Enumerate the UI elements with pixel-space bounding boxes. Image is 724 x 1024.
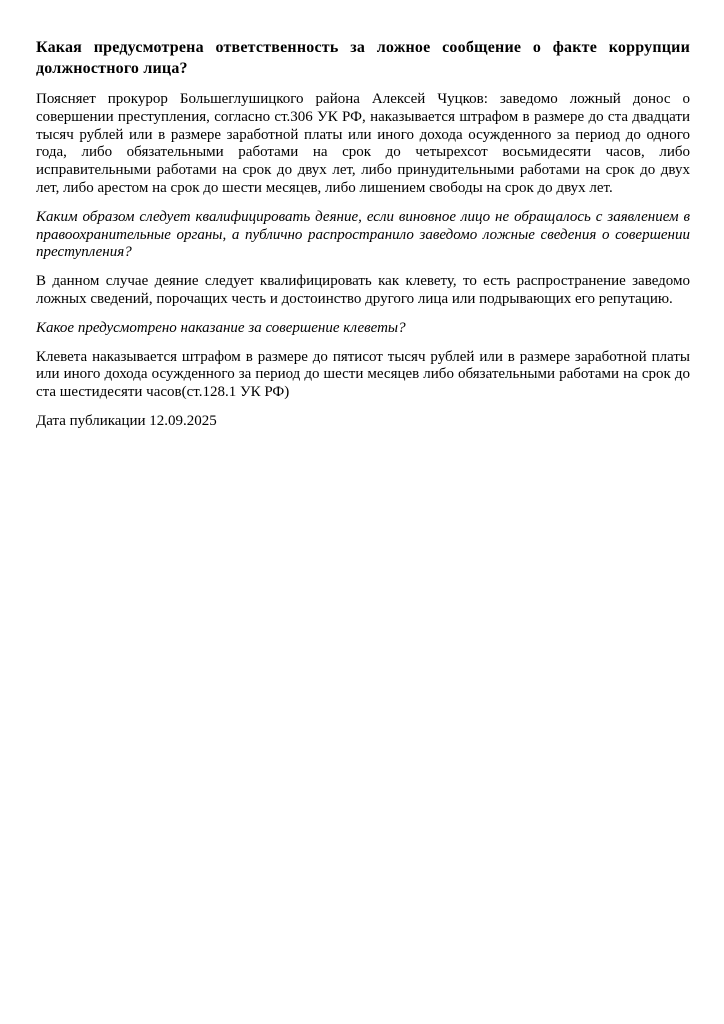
paragraph-answer-slander-punishment: Клевета наказывается штрафом в размере до пятисот тысяч рублей или в размере заработной платы или иного дохода осужденного за период до шести месяцев либо обязательными работами на срок до ста шестидесяти часов(ст.128.1 УК РФ) [36,348,690,401]
publication-date: Дата публикации 12.09.2025 [36,412,217,429]
paragraph-question-qualification: Каким образом следует квалифицировать деяние, если виновное лицо не обращалось с заявлением в правоохранительные органы, а публично распространило заведомо ложные сведения о совершении преступления? [36,208,690,261]
paragraph-question-slander-punishment: Какое предусмотрено наказание за совершение клеветы? [36,319,406,336]
document-title: Какая предусмотрена ответственность за ложное сообщение о факте коррупции должностного лица? [36,39,690,77]
paragraph-answer-false-report: Поясняет прокурор Большеглушицкого района Алексей Чуцков: заведомо ложный донос о совершении преступления, согласно ст.306 УК РФ, наказывается штрафом в размере до ста двадцати тысяч рублей или в размере заработной платы или иного дохода осужденного за период до одного года, либо обязательными работами на срок до четырехсот восьмидесяти часов, либо исправительными работами на срок до двух лет, либо принудительными работами на срок до двух лет, либо арестом на срок до шести месяцев, либо лишением свободы на срок до двух лет. [36,91,690,196]
paragraph-answer-slander-definition: В данном случае деяние следует квалифицировать как клевету, то есть распространение заведомо ложных сведений, порочащих честь и достоинство другого лица или подрывающих его репутацию. [36,273,690,307]
